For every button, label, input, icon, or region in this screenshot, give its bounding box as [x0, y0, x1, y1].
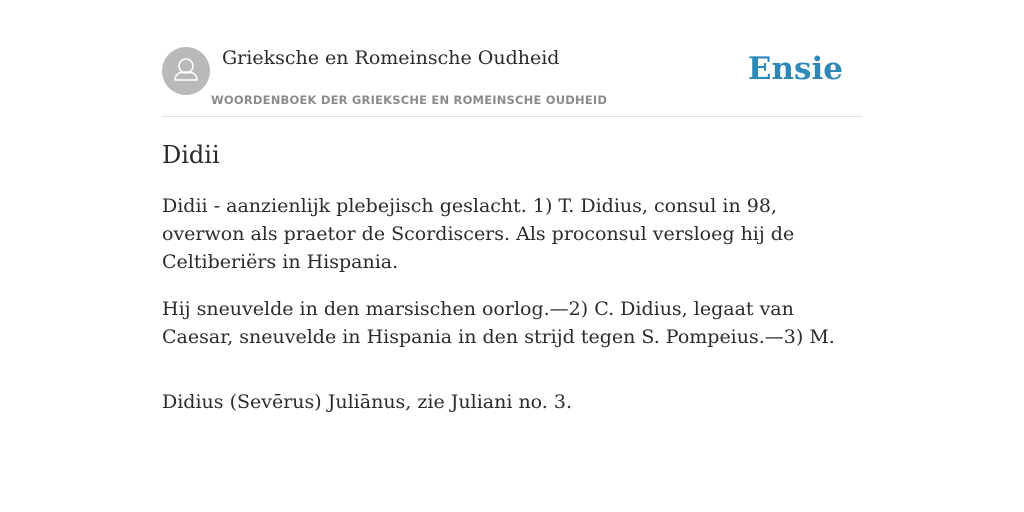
user-icon[interactable]: [162, 47, 210, 95]
entry-body: [162, 192, 862, 435]
source-title[interactable]: Grieksche en Romeinsche Oudheid: [222, 47, 560, 69]
entry-title: Didii: [162, 141, 220, 169]
entry-paragraph: Didii - aanzienlijk plebejisch geslacht. 1) T. Didius, consul in 98, overwon als praetor de Scordiscers. Als proconsul versloeg hij de Celtiberiërs in Hispania.: [162, 195, 795, 273]
entry-paragraph: Didius (Sevērus) Juliānus, zie Juliani no. 3.: [162, 391, 572, 413]
entry-paragraph: Hij sneuvelde in den marsischen oorlog.—2) C. Didius, legaat van Caesar, sneuvelde in Hispania in den strijd tegen S. Pompeius.—3) M.: [162, 298, 835, 348]
source-header: [162, 46, 862, 117]
brand-logo[interactable]: Ensie: [747, 51, 843, 87]
source-subtitle: WOORDENBOEK DER GRIEKSCHE EN ROMEINSCHE OUDHEID: [211, 93, 608, 107]
